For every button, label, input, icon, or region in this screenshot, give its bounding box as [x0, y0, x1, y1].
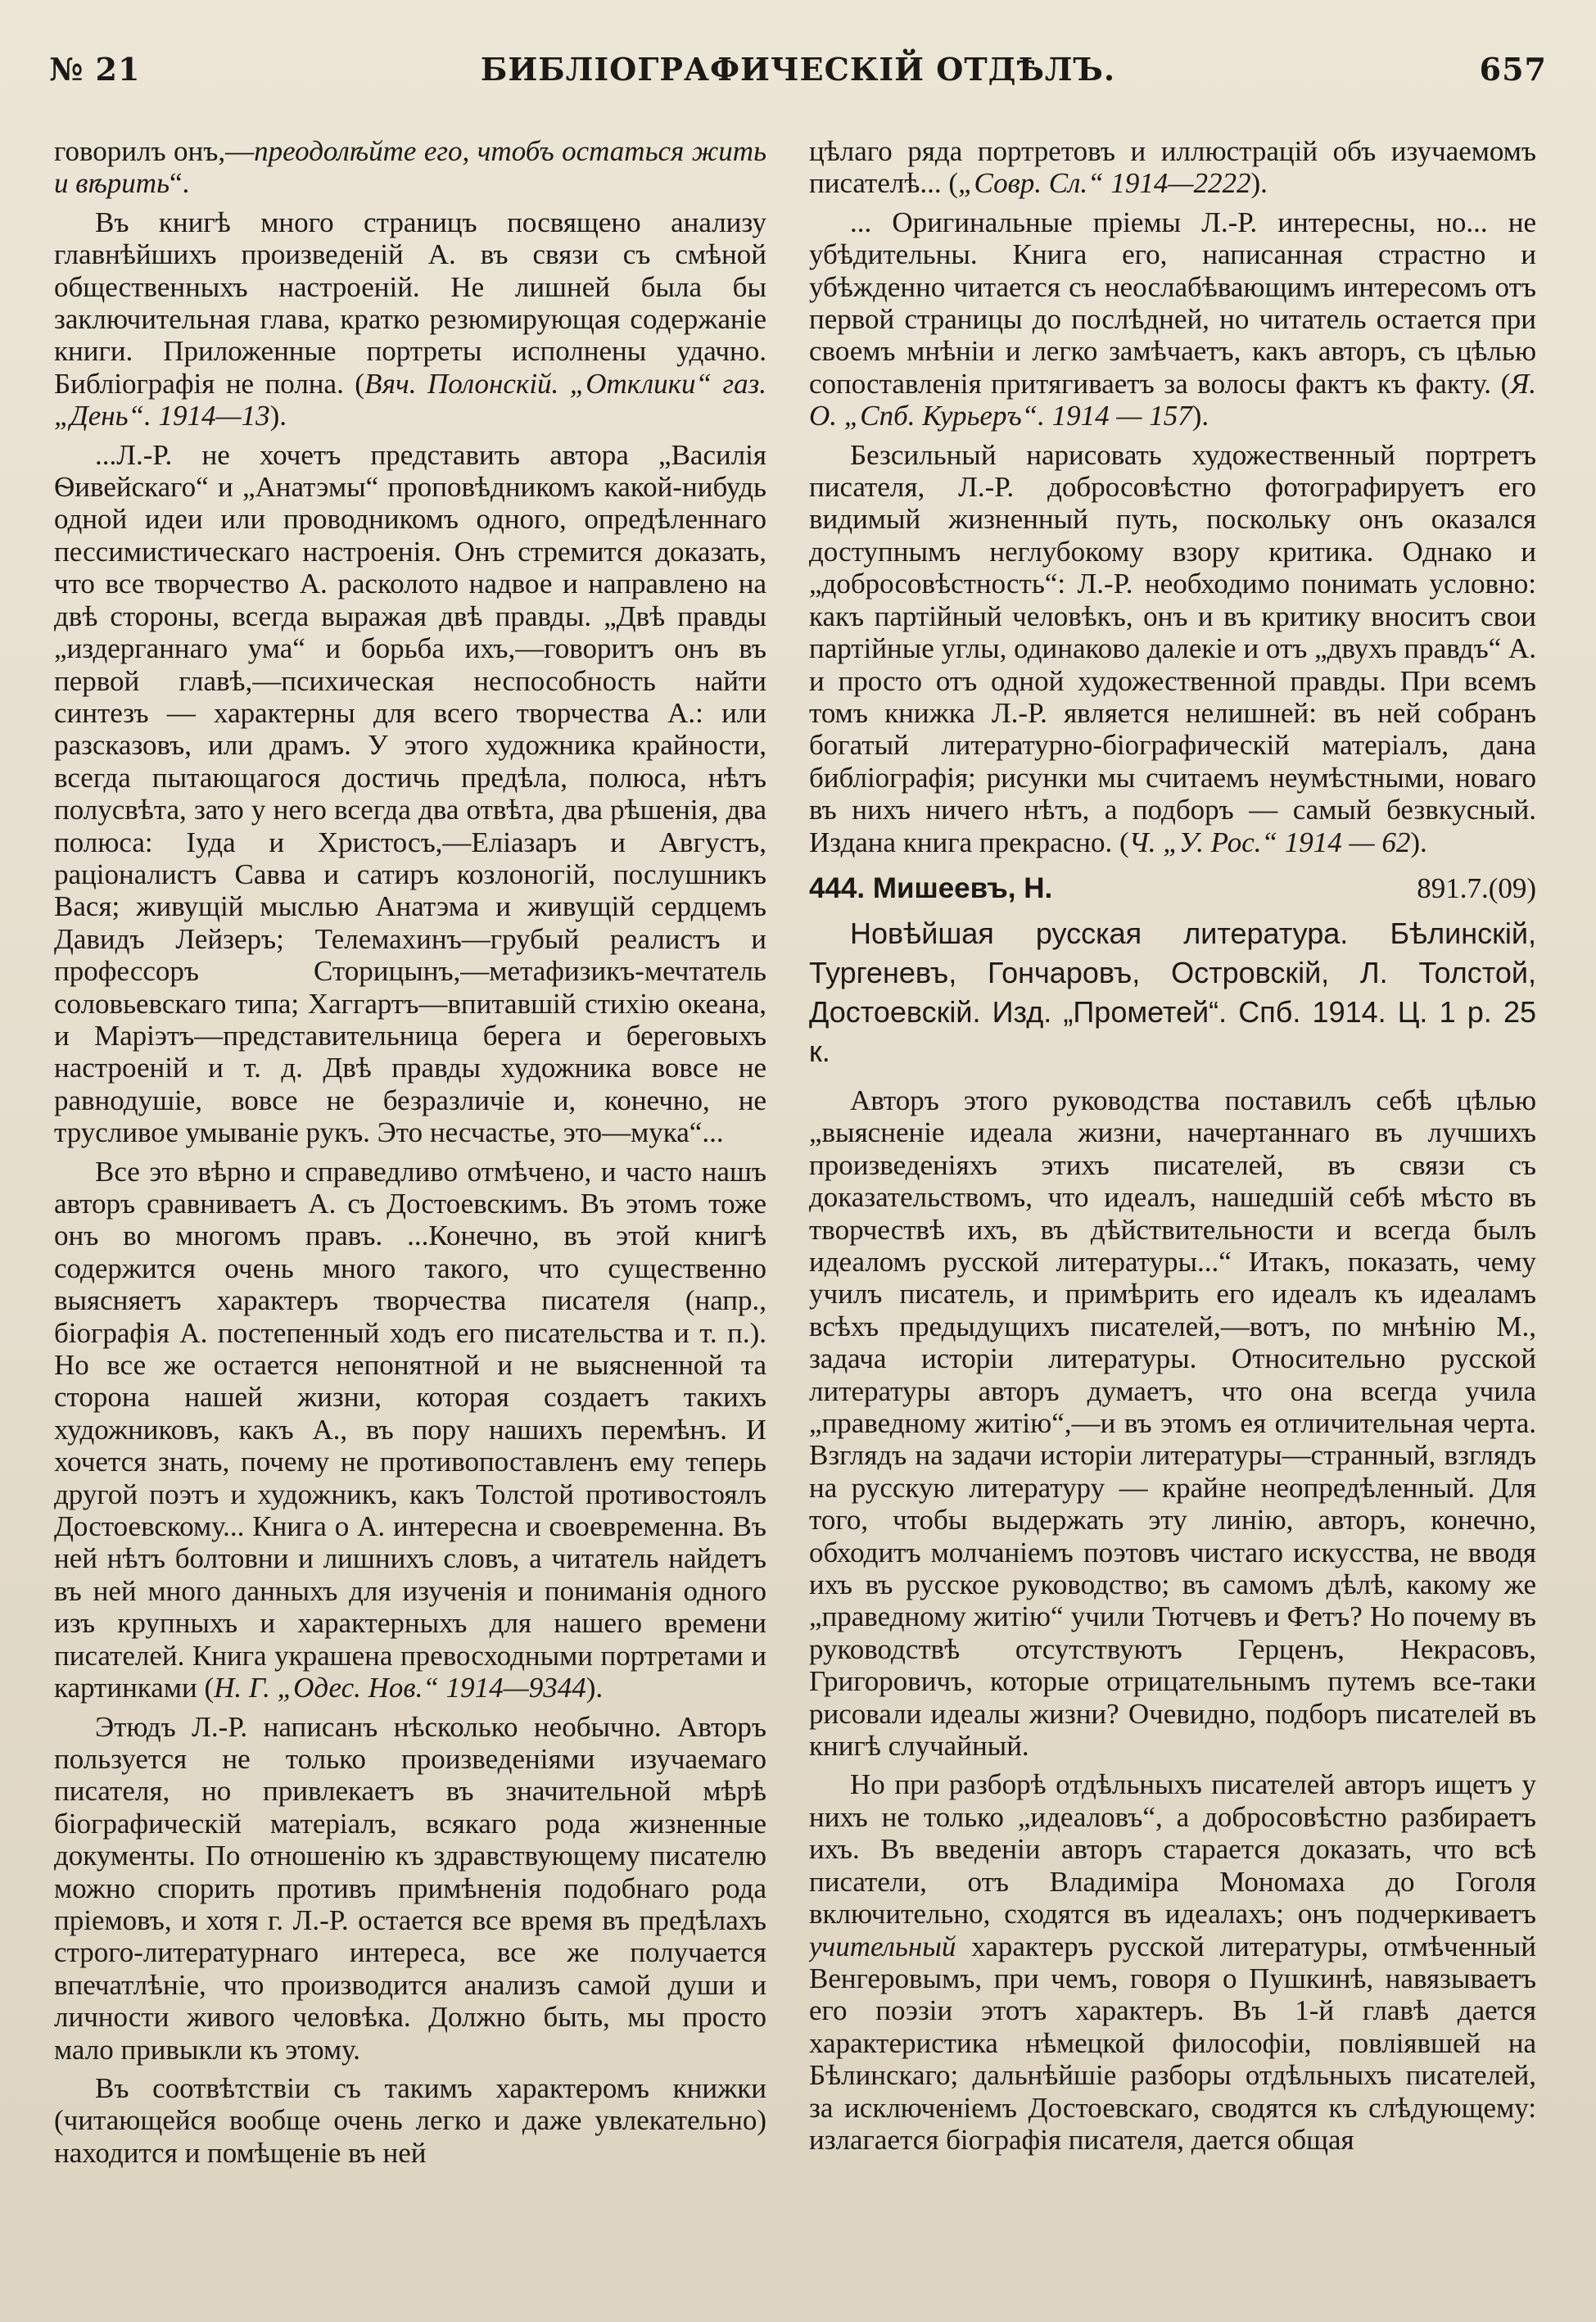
quote-paragraph: ...Л.-Р. не хочетъ представить автора „Василія Ѳивейскаго“ и „Анатэмы“ проповѣдникомъ какой-нибудь одной идеи или проводникомъ одного, опредѣленнаго пессимистическаго настроенія. Онъ стремится доказать, что все творчество А. расколото надвое и направлено на двѣ стороны, всегда выражая двѣ правды. „Двѣ правды „издерганнаго ума“ и борьба ихъ,—говоритъ онъ въ первой главѣ,—психическая неспособность найти синтезъ — характерны для всего творчества А.: или разсказовъ, или драмъ. У этого художника крайности, всегда пытающагося достичь предѣла, полюса, нѣтъ полусвѣта, зато у него всегда два отвѣта, два рѣшенія, два полюса: Іуда и Христосъ,—Еліазаръ и Августъ, раціоналистъ Савва и сатиръ козлоногій, послушникъ Вася; живущій мыслью Анатэма и живущій сердцемъ Давидъ Лейзеръ; Телемахинъ—грубый реалистъ и профессоръ Сторицынъ,—метафизикъ-мечтатель соловьевскаго типа; Хаггартъ—впитавшій стихію океана, и Маріэтъ—представительница берега и береговыхъ настроеній и т. д. Двѣ правды художника вовсе не равнодушіе, вовсе не безразличіе и, конечно, не трусливое умываніе рукъ. Это несчастье, это—мука“... — [54, 438, 766, 1149]
paragraph: Все это вѣрно и справедливо отмѣчено, и часто нашъ авторъ сравниваетъ А. съ Достоевскимъ. Въ этомъ тоже онъ во многомъ правъ. ...Конечно, въ этой книгѣ содержится очень много такого, что существенно выясняетъ характеръ творчества писателя (напр., біографія А. постепенный ходъ его писательства и т. п.). Но все же остается непонятной и не выясненной та сторона нашей жизни, которая создаетъ такихъ художниковъ, какъ А., въ пору нашихъ перемѣнъ. И хочется знать, почему не противопоставленъ ему теперь другой поэтъ и художникъ, какъ Толстой противостоялъ Достоевскому... Книга о А. интересна и своевременна. Въ ней нѣтъ болтовни и лишнихъ словъ, а читатель найдетъ въ ней много данныхъ для изученія и пониманія одного изъ крупныхъ и характерныхъ для нашего времени писателей. Книга украшена превосходными портретами и картинками (Н. Г. „Одес. Нов.“ 1914—9344). — [54, 1155, 766, 1704]
entry-author: Мишеевъ, Н. — [872, 871, 1053, 904]
entry-title: Новѣйшая русская литература. Бѣлинскій, Тургеневъ, Гончаровъ, Островскій, Л. Толстой, Достоевскій. Изд. „Прометей“. Спб. 1914. Ц. 1 р. 25 к. — [809, 916, 1536, 1068]
right-column — [809, 135, 1536, 2306]
paragraph: ... Оригинальные пріемы Л.-Р. интересны, но... не убѣдительны. Книга его, написанная страстно и убѣжденно читается съ неослабѣвающимъ интересомъ отъ первой страницы до послѣдней, но читатель остается при своемъ мнѣніи и легко замѣчаетъ, какъ авторъ, съ цѣлью сопоставленія притягиваетъ за волосы фактъ къ факту. (Я. О. „Спб. Курьеръ“. 1914 — 157). — [809, 206, 1536, 432]
entry-number: 444. — [809, 871, 866, 904]
paragraph: говорилъ онъ,—преодолѣйте его, чтобъ остаться жить и вѣрить“. — [54, 135, 766, 200]
entry-heading — [809, 870, 1536, 908]
paragraph: Въ соотвѣтствіи съ такимъ характеромъ книжки (читающейся вообще очень легко и даже увлекательно) находится и помѣщеніе въ ней — [54, 2071, 766, 2169]
running-header — [49, 51, 1547, 100]
paragraph: Авторъ этого руководства поставилъ себѣ цѣлью „выясненіе идеала жизни, начертаннаго въ лучшихъ произведеніяхъ этихъ писателей, въ связи съ доказательствомъ, что идеалъ, нашедшій себѣ мѣсто въ творчествѣ ихъ, въ дѣйствительности и всегда былъ идеаломъ русской литературы...“ Итакъ, показать, чему училъ писатель, и примѣрить его идеалъ къ идеаламъ всѣхъ предыдущихъ писателей,—вотъ, по мнѣнію М., задача исторіи литературы. Относительно русской литературы авторъ думаетъ, что она всегда учила „праведному житію“,—и въ этомъ ея отличительная черта. Взглядъ на задачи исторіи литературы—странный, взглядъ на русскую литературу — крайне неопредѣленный. Для того, чтобы выдержать эту линію, авторъ, конечно, обходитъ молчаніемъ поэтовъ чистаго искусства, не вводя ихъ въ русское руководство; въ самомъ дѣлѣ, какому же „праведному житію“ учили Тютчевъ и Фетъ? Но почему въ руководствѣ отсутствуютъ Герценъ, Некрасовъ, Григоровичъ, которые отрицательнымъ путемъ все-таки рисовали идеалы жизни? Очевидно, подборъ писателей въ книгѣ случайный. — [809, 1084, 1536, 1763]
classification-code: 891.7.(09) — [1417, 871, 1536, 904]
section-title: БИБЛІОГРАФИЧЕСКІЙ ОТДѢЛЪ. — [480, 51, 1116, 88]
paragraph: Въ книгѣ много страницъ посвящено анализу главнѣйшихъ произведеній А. въ связи съ смѣной общественныхъ настроеній. Не лишней была бы заключительная глава, кратко резюмирующая содержаніе книги. Приложенные портреты исполнены удачно. Библіографія не полна. (Вяч. Полонскій. „Отклики“ газ. „День“. 1914—13). — [54, 206, 766, 432]
paragraph: Безсильный нарисовать художественный портретъ писателя, Л.-Р. добросовѣстно фотографируетъ его видимый жизненный путь, поскольку онъ оказался доступнымъ неглубокому взору критика. Однако и „добросовѣстность“: Л.-Р. необходимо понимать условно: какъ партійный человѣкъ, онъ и въ критику вноситъ свои партійные углы, одинаково далекіе и отъ „двухъ правдъ“ А. и просто отъ одной художественной правды. При всемъ томъ книжка Л.-Р. является нелишней: въ ней собранъ богатый литературно-біографическій матеріалъ, дана библіографія; рисунки мы считаемъ неумѣстными, новаго въ нихъ ничего нѣтъ, а подборъ — самый безвкусный. Издана книга прекрасно. (Ч. „У. Рос.“ 1914 — 62). — [809, 438, 1536, 858]
paragraph: Этюдъ Л.-Р. написанъ нѣсколько необычно. Авторъ пользуется не только произведеніями изучаемаго писателя, но привлекаетъ въ значительной мѣрѣ біографическій матеріалъ, всякаго рода жизненные документы. По отношенію къ здравствующему писателю можно спорить противъ примѣненія подобнаго рода пріемовъ, и хотя г. Л.-Р. остается все время въ предѣлахъ строго-литературнаго интереса, все же получается впечатлѣніе, что производится анализъ самой души и личности живого человѣка. Должно быть, мы просто мало привыкли къ этому. — [54, 1710, 766, 2066]
issue-number: № 21 — [49, 51, 141, 88]
paragraph: цѣлаго ряда портретовъ и иллюстрацій объ изучаемомъ писателѣ... („Совр. Сл.“ 1914—2222). — [809, 135, 1536, 200]
paragraph: Но при разборѣ отдѣльныхъ писателей авторъ ищетъ у нихъ не только „идеаловъ“, а добросовѣстно разбираетъ ихъ. Въ введеніи авторъ старается доказать, что всѣ писатели, отъ Владиміра Мономаха до Гоголя включительно, сходятся въ идеалахъ; онъ подчеркиваетъ учительный характеръ русской литературы, отмѣченный Венгеровымъ, при чемъ, говоря о Пушкинѣ, навязываетъ его поэзіи этотъ характеръ. Въ 1-й главѣ дается характеристика нѣмецкой философіи, повліявшей на Бѣлинскаго; дальнѣйшіе разборы отдѣльныхъ писателей, за исключеніемъ Достоевскаго, сводятся къ слѣдующему: излагается біографія писателя, дается общая — [809, 1768, 1536, 2156]
page-number: 657 — [1479, 51, 1547, 88]
left-column — [54, 135, 766, 2306]
